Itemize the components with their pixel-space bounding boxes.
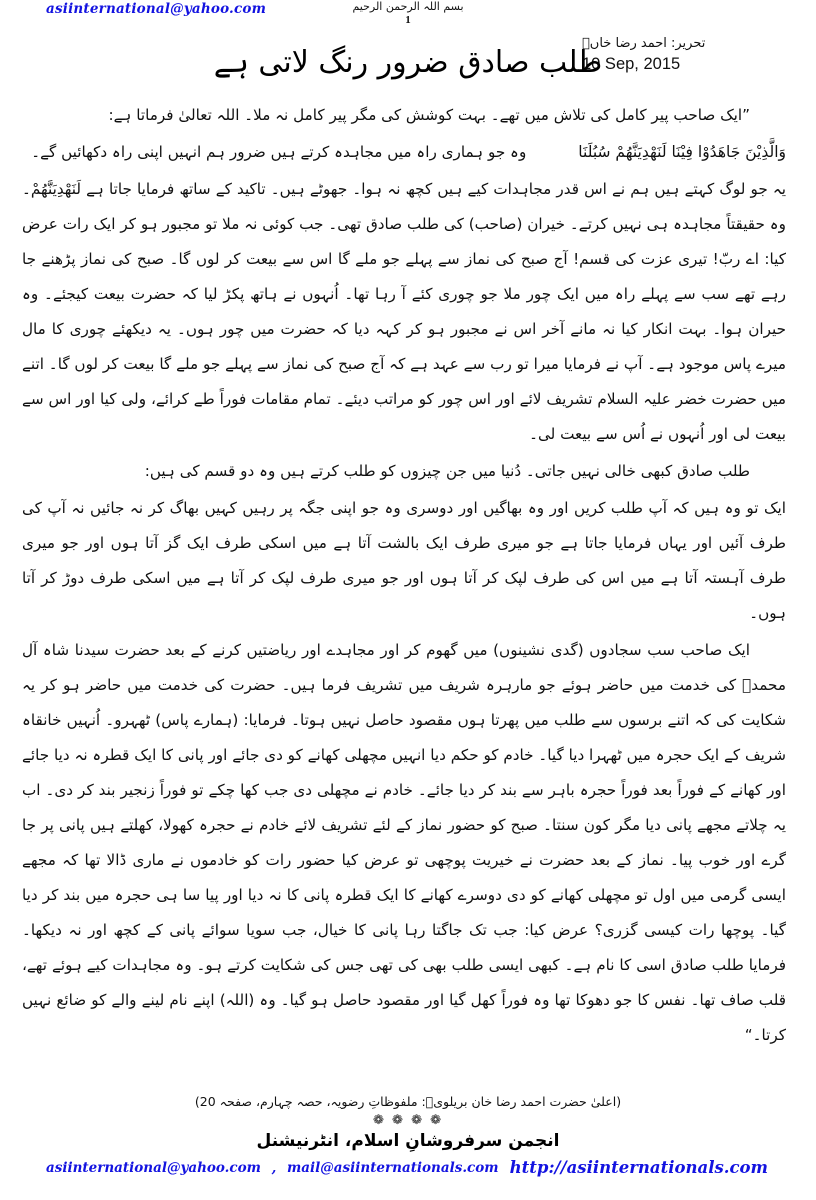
- paragraph-story-one: یہ جو لوگ کہتے ہیں ہم نے اس قدر مجاہدات کیے ہیں کچھ نہ ہوا۔ جھوٹے ہیں۔ تاکید کے ساتھ فرمایا جاتا ہے لَنَهْدِیَنَّهُمْ۔ وہ حقیقتاً مجاہدہ ہی نہیں کرتے۔ خیران (صاحب) کی طلب صادق تھی۔ جب کوئی نہ ملا تو مجبور ہو کر ایک رات عرض کیا: اے ربّ! تیری عزت کی قسم! آج صبح کی نماز سے پہلے جو ملے گا اس سے بیعت کر لوں گا۔ صبح کی نماز پڑھنے جا رہے تھے سب سے پہلے راہ میں ایک چور ملا جو چوری کئے آ رہا تھا۔ اُنہوں نے ہاتھ پکڑ لیا کہ حضرت بیعت کیجئے۔ وہ حیران ہوا۔ بہت انکار کیا نہ مانے آخر اس نے مجبور ہو کر کہہ دیا کہ حضرت میں چور ہوں۔ یہ دیکھئے چوری کا مال میرے پاس موجود ہے۔ آپ نے فرمایا میرا تو رب سے عہد ہے کہ آج صبح کی نماز سے پہلے جو ملے گا بیعت کر لوں گا۔ اتنے میں حضرت خضر علیہ السلام تشریف لائے اور اس چور کو مراتب دیئے۔ تمام مقامات فوراً طے کرائے، ولی کیا اور اس سے بیعت لی اور اُنہوں نے اُس سے بیعت لی۔: [22, 180, 786, 443]
- paragraph-two-kinds-detail: ایک تو وہ ہیں کہ آپ طلب کریں اور وہ بھاگیں اور دوسری وہ جو اپنی جگہ پر رہیں کہیں بھاگ کر نہ جائیں نہ آپ کی طرف آئیں اور یہاں فرمایا جاتا ہے جو میری طرف ایک بالشت آتا ہے میں اسکی طرف ایک گز آتا ہوں اور جو میری طرف آہستہ آتا ہے میں اس کی طرف لپک کر آتا ہوں اور جو میری طرف لپک کر آتا ہے میں اسکی طرف دوڑ کر آتا ہوں۔: [22, 499, 786, 622]
- bismillah-text: بسم اللہ الرحمن الرحیم: [352, 0, 464, 13]
- masthead: [0, 0, 816, 30]
- paragraph-two-kinds-intro: طلب صادق کبھی خالی نہیں جاتی۔ دُنیا میں جن چیزوں کو طلب کرتے ہیں وہ دو قسم کی ہیں:: [144, 462, 750, 480]
- ornament-divider-icon: ❁ ❁ ❁ ❁: [373, 1112, 443, 1128]
- footer-email-1[interactable]: asiinternational@yahoo.com: [46, 1160, 261, 1176]
- header-email-link[interactable]: asiinternational@yahoo.com: [46, 1, 267, 17]
- paragraph-intro: ”ایک صاحب پیر کامل کی تلاش میں تھے۔ بہت کوشش کی مگر پیر کامل نہ ملا۔ اللہ تعالیٰ فرماتا ہے:: [108, 106, 750, 124]
- page-number: 1: [405, 14, 411, 26]
- paragraph-story-two: ایک صاحب سب سجادوں (گدی نشینوں) میں گھوم کر اور مجاہدے اور ریاضتیں کرنے کے بعد حضرت سیدنا شاہ آل محمدؒ کی خدمت میں حاضر ہوئے جو مارہرہ شریف میں تشریف فرما ہیں۔ حضرت کی خدمت میں حاضر ہو کر یہ شکایت کی کہ اتنے برسوں سے طلب میں پھرتا ہوں مقصود حاصل نہیں ہوتا۔ فرمایا: (ہمارے پاس) ٹھہرو۔ اُنہیں خانقاہ شریف کے ایک حجرہ میں ٹھہرا دیا گیا۔ خادم کو حکم دیا انہیں مچھلی کھانے کو دی جائے اور پانی کا ایک قطرہ نہ دیا جائے اور کھانے کے فوراً بعد فوراً حجرہ باہر سے بند کر دیا جائے۔ خادم نے مچھلی دی جب کھا چکے تو فوراً زنجیر بند کر دی۔ اب یہ چلاتے مجھے پانی دیا مگر کون سنتا۔ صبح کو حضور نماز کے لئے تشریف لائے خادم نے حجرہ کھولا، کھلتے ہیں پانی پر جا گرے اور خوب پیا۔ نماز کے بعد حضرت نے خیریت پوچھی تو عرض کیا حضور رات کو خادموں نے ماری ڈالا تھا کہ مجھے ایسی گرمی میں اول تو مچھلی کھانے کو دی دوسرے کھانے کا ایک قطرہ پانی کا نہ دیا اور پیا سا ہی حجرہ میں بند کر دیا گیا۔ پوچھا رات کیسی گزری؟ عرض کیا: جب تک جاگتا رہا پانی کا خیال، جب سویا سوائے پانی کے کچھ اور نہ دیکھا۔ فرمایا طلب صادق اسی کا نام ہے۔ کبھی ایسی طلب بھی کی تھی جس کی شکایت کرتے ہو۔ وہ مجاہدات کیے ہوئے تھے، قلب صاف تھا۔ نفس کا جو دھوکا تھا وہ فوراً کھل گیا اور مقصود حاصل ہو گیا۔ وہ (اللہ) اپنے نام لینے والے کو ضائع نہیں کرتا۔“: [22, 641, 786, 1044]
- quran-verse-arabic: وَالَّذِیْنَ جَاهَدُوْا فِیْنَا لَنَهْدِیَنَّهُمْ سُبُلَنَا: [578, 143, 786, 161]
- article-body: [0, 98, 816, 1053]
- title-band: [0, 30, 816, 98]
- quran-verse-translation: وہ جو ہماری راہ میں مجاہدہ کرتے ہیں ضرور ہم انہیں اپنی راہ دکھائیں گے۔: [31, 143, 527, 161]
- publication-date: 10 Sep, 2015: [582, 54, 681, 73]
- author-label: تحریر: احمد رضا خاںؒ: [582, 36, 706, 51]
- footer-website-link[interactable]: http://asiinternationals.com: [509, 1158, 768, 1177]
- organization-name: انجمن سرفروشانِ اسلام، انٹرنیشنل: [256, 1131, 560, 1152]
- quran-verse-line: [22, 135, 786, 170]
- contact-row: [0, 1160, 816, 1186]
- footer-email-group: [46, 1160, 499, 1176]
- source-citation: (اعلیٰ حضرت احمد رضا خان بریلویؒ: ملفوظاتِ رضویہ، حصہ چہارم، صفحہ 20): [194, 1093, 622, 1109]
- page-footer: [0, 1091, 816, 1186]
- footer-email-2[interactable]: mail@asiinternationals.com: [286, 1160, 499, 1176]
- page-title: طلب صادق ضرور رنگ لاتی ہے: [213, 45, 603, 80]
- footer-email-separator: ,: [271, 1160, 277, 1176]
